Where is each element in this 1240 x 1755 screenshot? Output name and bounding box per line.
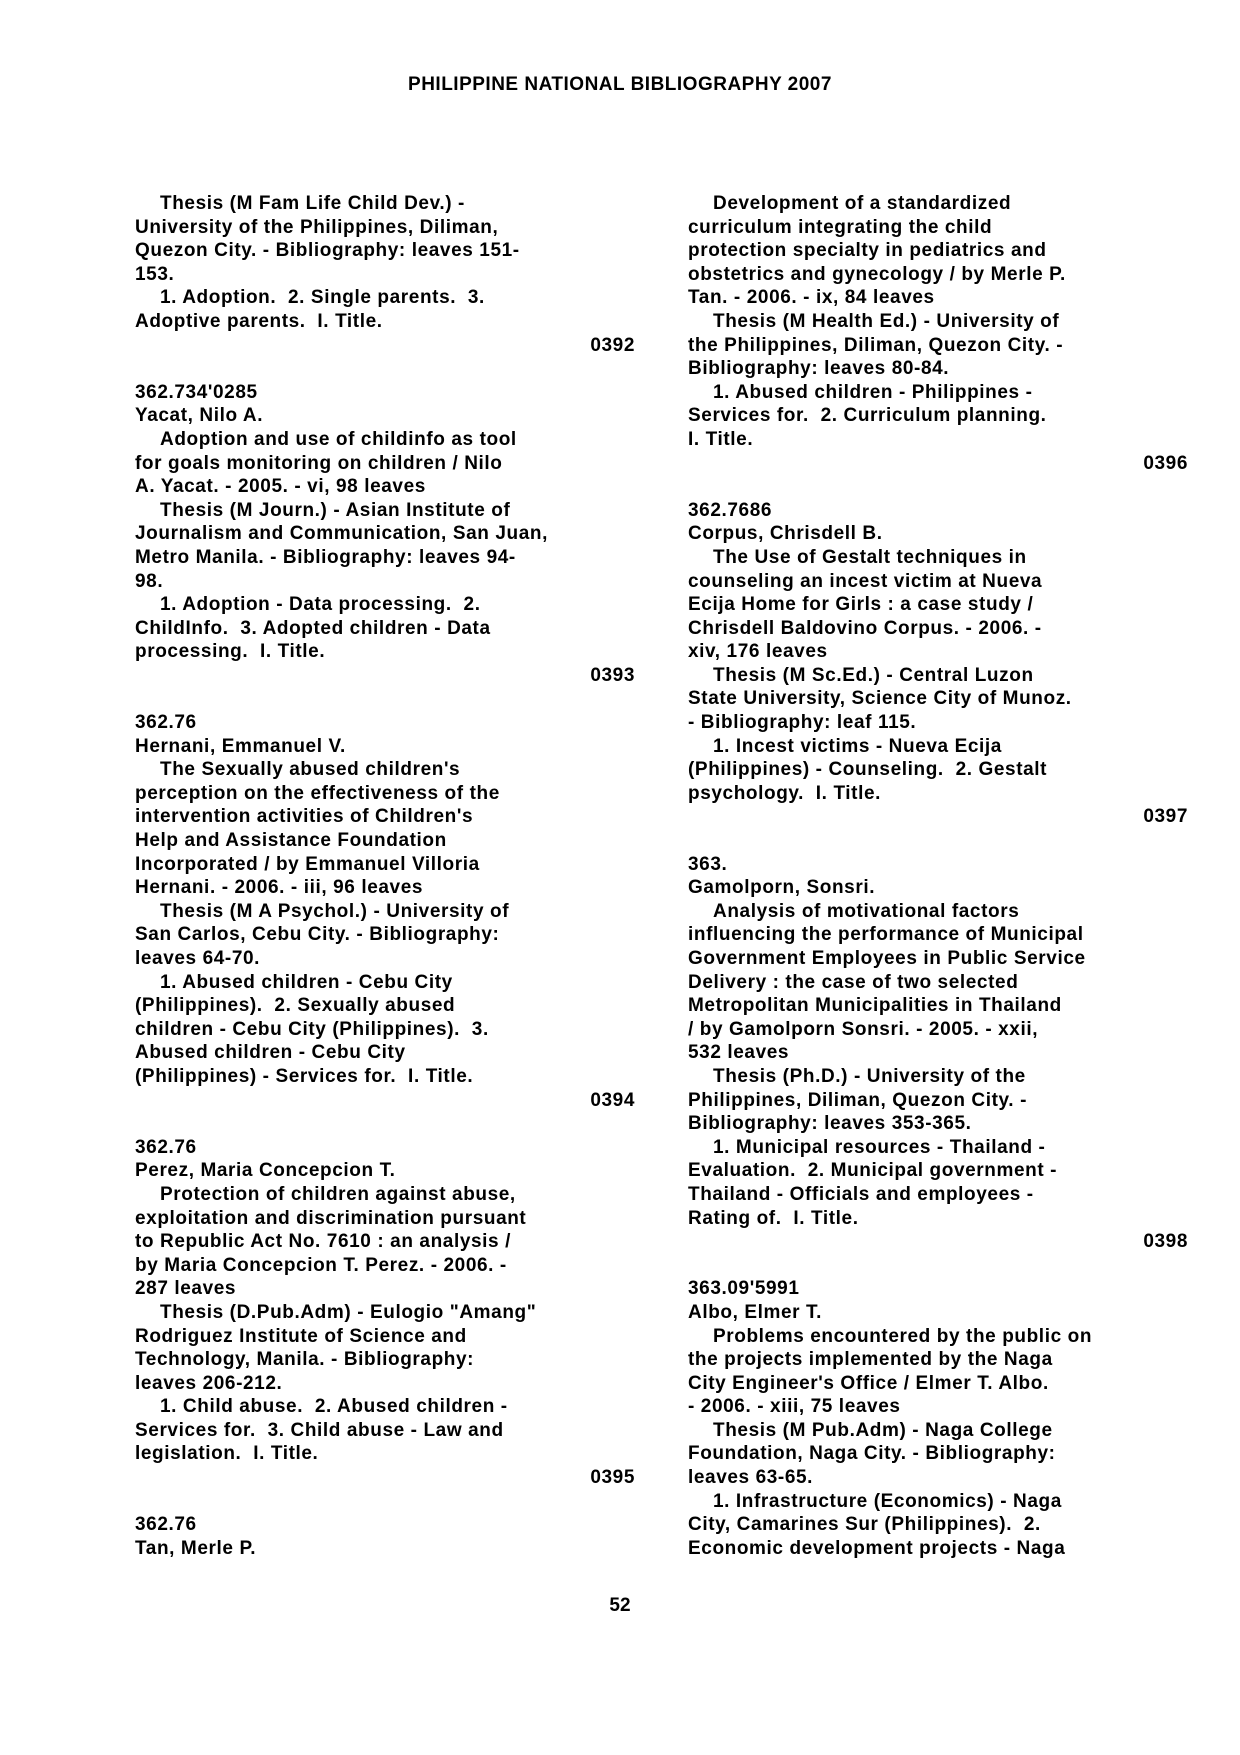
entry-line: Rodriguez Institute of Science and — [135, 1325, 467, 1347]
entry-line: psychology. I. Title. — [688, 782, 882, 804]
entry-line: exploitation and discrimination pursuant — [135, 1207, 527, 1229]
entry-line: Thesis (M Sc.Ed.) - Central Luzon — [713, 664, 1034, 686]
entry-line: to Republic Act No. 7610 : an analysis / — [135, 1231, 511, 1253]
entry-line: leaves 63-65. — [688, 1467, 814, 1489]
entry-line: Journalism and Communication, San Juan, — [135, 523, 548, 545]
entry-line: 1. Child abuse. 2. Abused children - — [160, 1396, 508, 1418]
entry-line: Rating of. I. Title. — [688, 1207, 859, 1229]
entry-line: xiv, 176 leaves — [688, 641, 828, 663]
entry-line: 1. Adoption - Data processing. 2. — [160, 594, 481, 616]
entry-line: San Carlos, Cebu City. - Bibliography: — [135, 924, 500, 946]
entry-number: 0396 — [1143, 452, 1188, 474]
entry-line: 1. Abused children - Philippines - — [713, 381, 1033, 403]
entry-line: The Use of Gestalt techniques in — [713, 546, 1027, 568]
entry-0396-cont — [688, 192, 1188, 475]
entry-line: - 2006. - xiii, 75 leaves — [688, 1396, 901, 1418]
entry-line: 1. Abused children - Cebu City — [160, 971, 453, 993]
author: Tan, Merle P. — [135, 1537, 257, 1559]
entry-line: Metropolitan Municipalities in Thailand — [688, 995, 1062, 1017]
entry-0393 — [135, 381, 635, 688]
left-column — [135, 192, 635, 1560]
entry-line: 153. — [135, 263, 175, 285]
entry-line: processing. I. Title. — [135, 641, 326, 663]
page-number: 52 — [609, 1595, 631, 1616]
entry-line: for goals monitoring on children / Nilo — [135, 452, 503, 474]
entry-line: intervention activities of Children's — [135, 806, 474, 828]
entry-line: Hernani. - 2006. - iii, 96 leaves — [135, 877, 424, 899]
entry-line: Thesis (M Journ.) - Asian Institute of — [160, 499, 511, 521]
call-number: 362.76 — [135, 1514, 197, 1536]
entry-number: 0393 — [590, 664, 635, 686]
entry-line: 1. Infrastructure (Economics) - Naga — [713, 1490, 1062, 1512]
entry-line: Chrisdell Baldovino Corpus. - 2006. - — [688, 617, 1042, 639]
entry-0395 — [135, 1136, 635, 1490]
entry-line: A. Yacat. - 2005. - vi, 98 leaves — [135, 476, 426, 498]
entry-line: Analysis of motivational factors — [713, 900, 1020, 922]
author: Perez, Maria Concepcion T. — [135, 1160, 396, 1182]
entry-line: influencing the performance of Municipal — [688, 924, 1084, 946]
entry-number: 0395 — [590, 1467, 635, 1489]
entry-line: 1. Adoption. 2. Single parents. 3. — [160, 287, 485, 309]
call-number: 362.76 — [135, 1136, 197, 1158]
entry-line: City Engineer's Office / Elmer T. Albo. — [688, 1372, 1049, 1394]
entry-0396-start — [135, 1513, 635, 1560]
entry-line: Bibliography: leaves 353-365. — [688, 1113, 972, 1135]
call-number: 362.734'0285 — [135, 381, 258, 403]
entry-line: The Sexually abused children's — [160, 759, 461, 781]
entry-line: Thailand - Officials and employees - — [688, 1183, 1034, 1205]
entry-line: Thesis (M Pub.Adm) - Naga College — [713, 1419, 1053, 1441]
entry-0394 — [135, 711, 635, 1112]
entry-line: Delivery : the case of two selected — [688, 971, 1019, 993]
entry-line: (Philippines) - Services for. I. Title. — [135, 1065, 474, 1087]
page-header: PHILIPPINE NATIONAL BIBLIOGRAPHY 2007 — [408, 74, 832, 95]
entry-line: protection specialty in pediatrics and — [688, 240, 1047, 262]
entry-line: Services for. 3. Child abuse - Law and — [135, 1419, 504, 1441]
entry-line: obstetrics and gynecology / by Merle P. — [688, 263, 1066, 285]
right-column — [688, 192, 1188, 1560]
entry-line: / by Gamolporn Sonsri. - 2005. - xxii, — [688, 1018, 1039, 1040]
entry-line: University of the Philippines, Diliman, — [135, 216, 499, 238]
entry-line: Protection of children against abuse, — [160, 1183, 516, 1205]
entry-line: Technology, Manila. - Bibliography: — [135, 1349, 475, 1371]
entry-line: City, Camarines Sur (Philippines). 2. — [688, 1514, 1041, 1536]
entry-line: leaves 64-70. — [135, 948, 261, 969]
entry-line: Metro Manila. - Bibliography: leaves 94- — [135, 546, 516, 568]
entry-line: Bibliography: leaves 80-84. — [688, 358, 950, 380]
entry-number: 0397 — [1143, 806, 1188, 828]
entry-line: Ecija Home for Girls : a case study / — [688, 594, 1034, 616]
entry-line: Foundation, Naga City. - Bibliography: — [688, 1443, 1056, 1465]
entry-line: children - Cebu City (Philippines). 3. — [135, 1018, 489, 1040]
entry-number: 0398 — [1143, 1231, 1188, 1253]
entry-line: 1. Incest victims - Nueva Ecija — [713, 735, 1002, 757]
call-number: 362.76 — [135, 712, 197, 734]
entry-line: Economic development projects - Naga — [688, 1537, 1066, 1559]
entry-line: Philippines, Diliman, Quezon City. - — [688, 1089, 1027, 1111]
entry-line: Services for. 2. Curriculum planning. — [688, 405, 1047, 427]
entry-line: Incorporated / by Emmanuel Villoria — [135, 853, 480, 875]
author: Albo, Elmer T. — [688, 1301, 823, 1323]
entry-line: 98. — [135, 570, 164, 592]
entry-line: ChildInfo. 3. Adopted children - Data — [135, 617, 491, 639]
entry-line: perception on the effectiveness of the — [135, 782, 500, 804]
entry-line: Help and Assistance Foundation — [135, 830, 447, 852]
entry-line: Government Employees in Public Service — [688, 948, 1086, 969]
entry-line: Abused children - Cebu City — [135, 1042, 406, 1064]
entry-number: 0394 — [590, 1089, 635, 1111]
author: Gamolporn, Sonsri. — [688, 877, 876, 899]
entry-0398 — [688, 853, 1188, 1254]
entry-line: 1. Municipal resources - Thailand - — [713, 1136, 1046, 1158]
entry-line: Development of a standardized — [713, 193, 1012, 214]
author: Yacat, Nilo A. — [135, 405, 264, 427]
entry-line: leaves 206-212. — [135, 1372, 283, 1394]
call-number: 363. — [688, 853, 728, 875]
author: Hernani, Emmanuel V. — [135, 735, 346, 757]
entry-line: (Philippines). 2. Sexually abused — [135, 995, 456, 1017]
entry-line: 287 leaves — [135, 1278, 237, 1300]
entry-line: Problems encountered by the public on — [713, 1325, 1093, 1347]
entry-line: Thesis (Ph.D.) - University of the — [713, 1065, 1026, 1087]
entry-line: counseling an incest victim at Nueva — [688, 570, 1043, 592]
entry-line: 532 leaves — [688, 1042, 790, 1064]
entry-line: Evaluation. 2. Municipal government - — [688, 1160, 1058, 1182]
entry-line: State University, Science City of Munoz. — [688, 688, 1072, 710]
entry-line: legislation. I. Title. — [135, 1443, 319, 1465]
entry-line: - Bibliography: leaf 115. — [688, 712, 917, 734]
entry-line: Tan. - 2006. - ix, 84 leaves — [688, 287, 935, 309]
entry-line: (Philippines) - Counseling. 2. Gestalt — [688, 759, 1048, 781]
entry-line: I. Title. — [688, 428, 754, 450]
entry-line: the projects implemented by the Naga — [688, 1349, 1053, 1371]
entry-line: Quezon City. - Bibliography: leaves 151- — [135, 240, 520, 262]
entry-line: Thesis (M Fam Life Child Dev.) - — [160, 193, 465, 214]
entry-line: Adoptive parents. I. Title. — [135, 310, 383, 332]
entry-line: by Maria Concepcion T. Perez. - 2006. - — [135, 1254, 507, 1276]
call-number: 362.7686 — [688, 499, 773, 521]
entry-line: Thesis (M Health Ed.) - University of — [713, 310, 1060, 332]
entry-line: the Philippines, Diliman, Quezon City. - — [688, 334, 1064, 356]
author: Corpus, Chrisdell B. — [688, 523, 883, 545]
entry-line: Adoption and use of childinfo as tool — [160, 428, 517, 450]
entry-line: Thesis (M A Psychol.) - University of — [160, 900, 510, 922]
entry-0392 — [135, 192, 635, 357]
entry-line: Thesis (D.Pub.Adm) - Eulogio "Amang" — [160, 1301, 537, 1323]
entry-0399 — [688, 1277, 1188, 1560]
entry-line: curriculum integrating the child — [688, 216, 993, 238]
entry-0397 — [688, 499, 1188, 829]
entry-number: 0392 — [590, 334, 635, 356]
call-number: 363.09'5991 — [688, 1278, 800, 1300]
